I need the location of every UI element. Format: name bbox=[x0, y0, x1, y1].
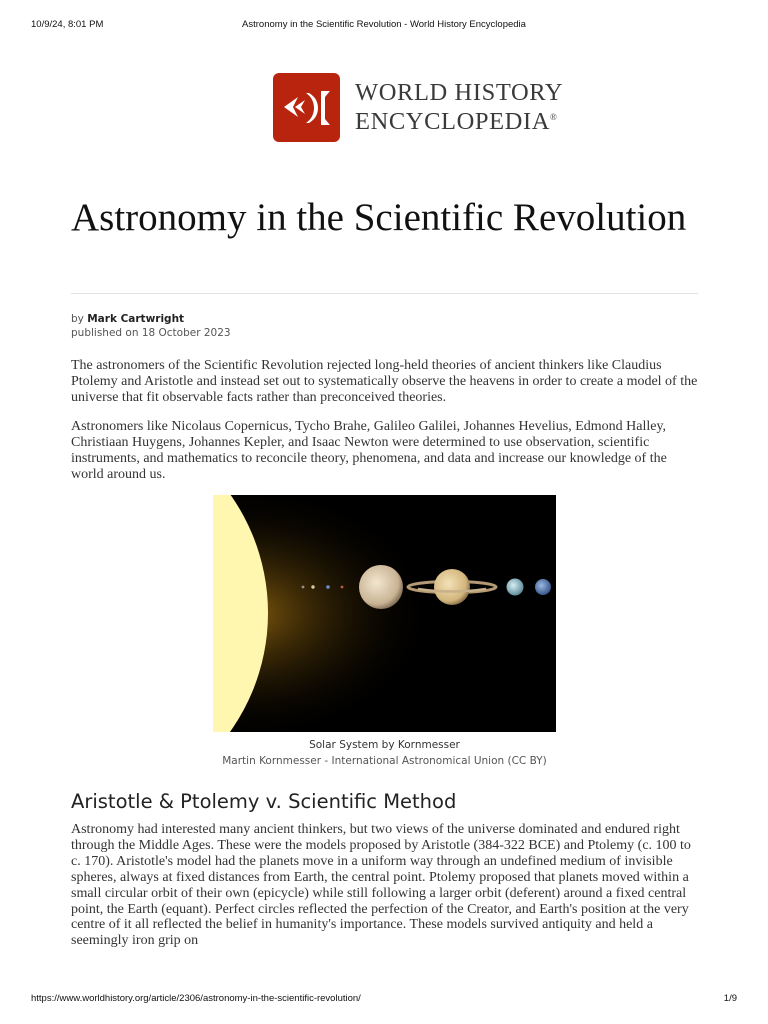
site-logo[interactable] bbox=[273, 73, 563, 142]
section-paragraph: Astronomy had interested many ancient thinkers, but two views of the universe dominated and endured right through the Middle Ages. These were the models proposed by Aristotle (384-322 BCE) and Ptolemy (c. 100 to c. 170). Aristotle's model had the planets move in a uniform way through an undefined medium of invisible spheres, always at fixed distances from Earth, the central point. Ptolemy proposed that planets moved within a small circular orbit of their own (epicycle) while still following a larger orbit (deferent) around a fixed central point, the Earth (equant). Perfect circles reflected the perfection of the Creator, and Earth's position at the very centre of it all reflected the belief in humanity's importance. These models survived antiquity and held a seemingly iron grip on bbox=[71, 822, 691, 949]
figure-credit: Martin Kornmesser - International Astronomical Union (CC BY) bbox=[222, 755, 547, 767]
print-datetime: 10/9/24, 8:01 PM bbox=[31, 19, 104, 30]
title-divider bbox=[71, 293, 698, 294]
author-link[interactable]: Mark Cartwright bbox=[87, 313, 185, 325]
print-page-number: 1/9 bbox=[723, 993, 737, 1004]
registered-mark: ® bbox=[550, 112, 558, 123]
world-history-logo-icon bbox=[273, 73, 340, 142]
intro-paragraph-1: The astronomers of the Scientific Revolution rejected long-held theories of ancient thinkers like Claudius Ptolemy and Aristotle and instead set out to systematically observe the heavens in order to create a model of the universe that fit observable facts rather than preconceived theories. bbox=[71, 358, 698, 405]
published-date: published on 18 October 2023 bbox=[71, 327, 231, 339]
logo-line-2: ENCYCLOPEDIA bbox=[355, 108, 551, 136]
print-url: https://www.worldhistory.org/article/2306/astronomy-in-the-scientific-revolution/ bbox=[31, 993, 361, 1004]
article-title: Astronomy in the Scientific Revolution bbox=[71, 196, 687, 239]
solar-system-image[interactable] bbox=[213, 495, 556, 732]
section-heading: Aristotle & Ptolemy v. Scientific Method bbox=[71, 790, 457, 813]
intro-paragraph-2: Astronomers like Nicolaus Copernicus, Tycho Brahe, Galileo Galilei, Johannes Hevelius, Edmond Halley, Christiaan Huygens, Johannes Kepler, and Isaac Newton were determined to use observation, scientific instruments, and mathematics to reconcile theory, phenomena, and data and increase our knowledge of the world around us. bbox=[71, 419, 667, 482]
byline bbox=[71, 312, 231, 340]
logo-wordmark bbox=[355, 80, 563, 134]
figure-caption: Solar System by Kornmesser bbox=[309, 739, 460, 751]
logo-line-1: WORLD HISTORY bbox=[355, 79, 564, 107]
print-page-title: Astronomy in the Scientific Revolution - World History Encyclopedia bbox=[242, 19, 526, 30]
by-label: by bbox=[71, 313, 84, 325]
